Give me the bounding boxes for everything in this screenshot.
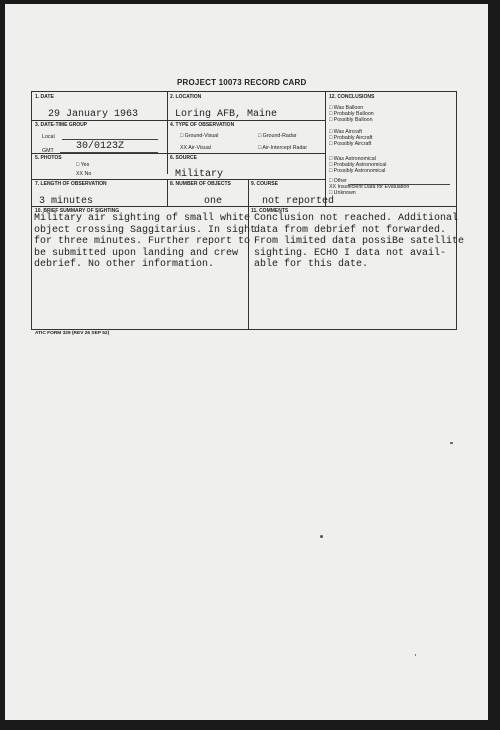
scan-speck [320, 535, 323, 538]
location-label: 2. LOCATION [170, 94, 202, 100]
date-value: 29 January 1963 [48, 109, 139, 120]
source-label: 6. SOURCE [170, 155, 197, 161]
divider [32, 120, 326, 121]
photos-yes-option: □ Yes [76, 162, 90, 168]
divider [325, 92, 326, 207]
summary-line: for three minutes. Further report to [34, 236, 251, 247]
form-number: ATIC FORM 329 (REV 26 SEP 52) [35, 331, 110, 336]
observation-type-label: 4. TYPE OF OBSERVATION [170, 122, 235, 128]
length-label: 7. LENGTH OF OBSERVATION [35, 181, 107, 187]
conclusion-was-astronomical: □ Was Astronomical [329, 156, 376, 162]
conclusion-insufficient-data: XX Insufficient Data for Evaluation [329, 184, 410, 190]
objects-label: 8. NUMBER OF OBJECTS [170, 181, 231, 187]
comments-text [254, 213, 464, 271]
comments-line: data from debrief not forwarded. [254, 224, 447, 236]
comments-label: 11. COMMENTS [251, 208, 289, 214]
summary-text [34, 213, 256, 271]
conclusion-possibly-astronomical: □ Possibly Astronomical [329, 168, 386, 174]
comments-line: sighting. ECHO I data not avail- [254, 247, 447, 259]
card-title: PROJECT 10073 RECORD CARD [177, 78, 307, 87]
record-card [31, 91, 465, 330]
document-page [5, 4, 488, 720]
date-time-group-label: 3. DATE-TIME GROUP [35, 122, 88, 128]
objects-value: one [204, 196, 223, 207]
gmt-label: GMT [42, 148, 54, 154]
summary-line: object crossing Saggitarius. In sight [34, 224, 257, 236]
divider [248, 179, 249, 207]
comments-line: able for this date. [254, 259, 369, 270]
summary-line: debrief. No other information. [34, 259, 215, 270]
conclusion-was-balloon: □ Was Balloon [329, 105, 364, 111]
conclusion-other: □ Other [329, 178, 347, 184]
comments-line: Conclusion not reached. Additional [254, 213, 459, 224]
divider [167, 179, 168, 207]
air-visual-option: XX Air-Visual [180, 145, 211, 151]
course-label: 9. COURSE [251, 181, 278, 187]
local-underline [62, 139, 158, 140]
photos-label: 5. PHOTOS [35, 155, 62, 161]
course-value: not reported [262, 196, 335, 207]
date-label: 1. DATE [35, 94, 54, 100]
scan-speck [450, 442, 453, 444]
conclusions-label: 12. CONCLUSIONS [329, 94, 375, 100]
ground-visual-option: □ Ground-Visual [180, 133, 219, 139]
conclusion-possibly-aircraft: □ Possibly Aircraft [329, 141, 372, 147]
conclusion-possibly-balloon: □ Possibly Balloon [329, 117, 373, 123]
local-label: Local [42, 134, 55, 140]
source-value: Military [175, 169, 224, 180]
conclusion-probably-astronomical: □ Probably Astronomical [329, 162, 387, 168]
location-value: Loring AFB, Maine [175, 109, 278, 120]
divider [167, 92, 168, 174]
summary-line: be submitted upon landing and crew [34, 247, 239, 259]
gmt-underline [60, 152, 158, 153]
conclusion-unknown: □ Unknown [329, 190, 356, 196]
divider [32, 206, 456, 207]
photos-no-option: XX No [76, 171, 92, 177]
summary-label: 10. BRIEF SUMMARY OF SIGHTING [35, 208, 120, 214]
summary-line: Military air sighting of small white [34, 213, 251, 224]
length-value: 3 minutes [39, 196, 94, 207]
comments-line: From limited data possiBe satellite [254, 236, 465, 247]
divider [32, 153, 326, 154]
gmt-value: 30/0123Z [76, 141, 125, 152]
conclusion-probably-balloon: □ Probably Balloon [329, 111, 374, 117]
air-intercept-radar-option: □ Air-Intercept Radar [258, 145, 308, 151]
conclusion-was-aircraft: □ Was Aircraft [329, 129, 363, 135]
ground-radar-option: □ Ground-Radar [258, 133, 297, 139]
scan-speck [415, 654, 416, 656]
conclusion-probably-aircraft: □ Probably Aircraft [329, 135, 373, 141]
